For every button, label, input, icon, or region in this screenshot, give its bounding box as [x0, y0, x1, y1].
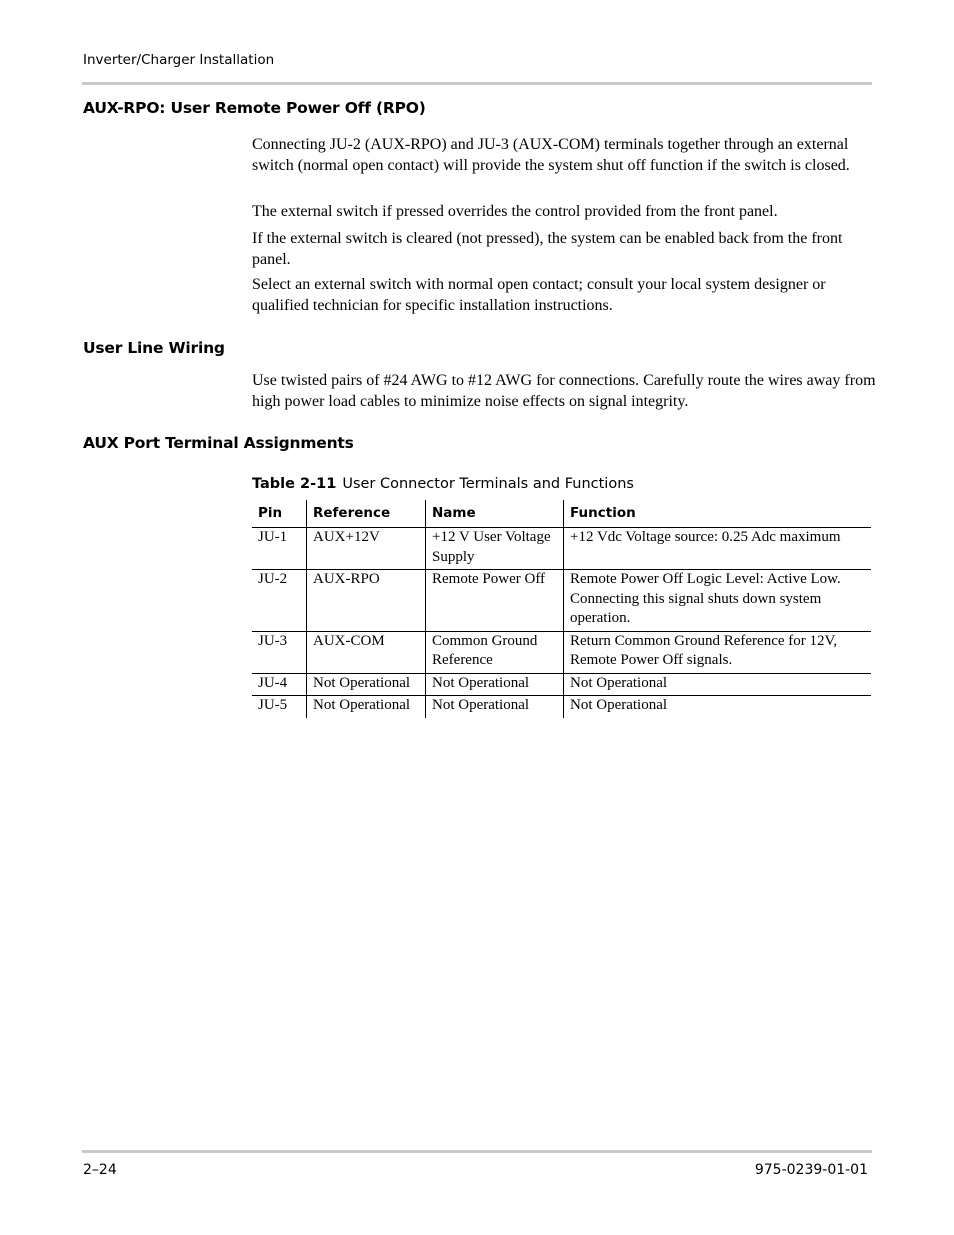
paragraph: Use twisted pairs of #24 AWG to #12 AWG for connections. Carefully route the wires away from high power load cables to minimize noise effects on signal integrity. — [252, 372, 876, 410]
table-cell: +12 V User Voltage Supply — [426, 528, 564, 570]
table-caption-text: User Connector Terminals and Functions — [342, 476, 634, 492]
table-cell: JU-1 — [258, 529, 288, 545]
column-header: Pin — [252, 500, 307, 528]
table-cell: AUX-COM — [307, 631, 426, 673]
section-heading-user-line-wiring: User Line Wiring — [83, 339, 225, 357]
paragraph: The external switch if pressed overrides the control provided from the front panel. — [252, 203, 778, 220]
table-cell: JU-3 — [252, 631, 307, 673]
column-header: Function — [564, 500, 872, 528]
table-cell: Remote Power Off Logic Level: Active Low. Connecting this signal shuts down system operation. — [564, 570, 872, 632]
table-row — [252, 528, 871, 570]
table-cell: Not Operational — [426, 696, 564, 718]
table-row — [252, 631, 871, 673]
table-cell: Common Ground Reference — [426, 631, 564, 673]
paragraph: Select an external switch with normal open contact; consult your local system designer or qualified technician for specific installation instructions. — [252, 276, 826, 314]
table-cell: AUX+12V — [307, 528, 426, 570]
column-header: Name — [426, 500, 564, 528]
table-header-row — [252, 500, 871, 528]
table-cell: Not Operational — [564, 696, 872, 718]
table-cell: JU-5 — [252, 696, 307, 718]
table-cell: JU-4 — [252, 673, 307, 696]
page-number: 2–24 — [83, 1162, 117, 1178]
footer-rule — [82, 1150, 872, 1153]
table-caption-number: Table 2-11 — [252, 476, 337, 492]
table-row — [252, 570, 871, 632]
table-cell: Remote Power Off — [426, 570, 564, 632]
header-rule — [82, 82, 872, 85]
table-cell: JU-2 — [252, 570, 307, 632]
table-row — [252, 673, 871, 696]
section-heading-aux-port: AUX Port Terminal Assignments — [83, 434, 354, 452]
terminals-table — [252, 500, 871, 718]
table-cell: Not Operational — [426, 673, 564, 696]
running-header: Inverter/Charger Installation — [83, 52, 275, 68]
table-cell: +12 Vdc Voltage source: 0.25 Adc maximum — [564, 528, 872, 570]
column-header: Reference — [307, 500, 426, 528]
table-cell: Not Operational — [564, 673, 872, 696]
section-heading-aux-rpo: AUX-RPO: User Remote Power Off (RPO) — [83, 99, 426, 117]
paragraph: If the external switch is cleared (not pressed), the system can be enabled back from the front panel. — [252, 230, 843, 268]
table-row — [252, 696, 871, 718]
paragraph: Connecting JU-2 (AUX-RPO) and JU-3 (AUX-COM) terminals together through an external switch (normal open contact) will provide the system shut off function if the switch is closed. — [252, 136, 850, 174]
table-cell: Return Common Ground Reference for 12V, Remote Power Off signals. — [564, 631, 872, 673]
table-cell: Not Operational — [307, 696, 426, 718]
document-number: 975-0239-01-01 — [754, 1162, 868, 1178]
table-caption — [252, 476, 634, 492]
table-cell: AUX-RPO — [307, 570, 426, 632]
table-cell: Not Operational — [307, 673, 426, 696]
